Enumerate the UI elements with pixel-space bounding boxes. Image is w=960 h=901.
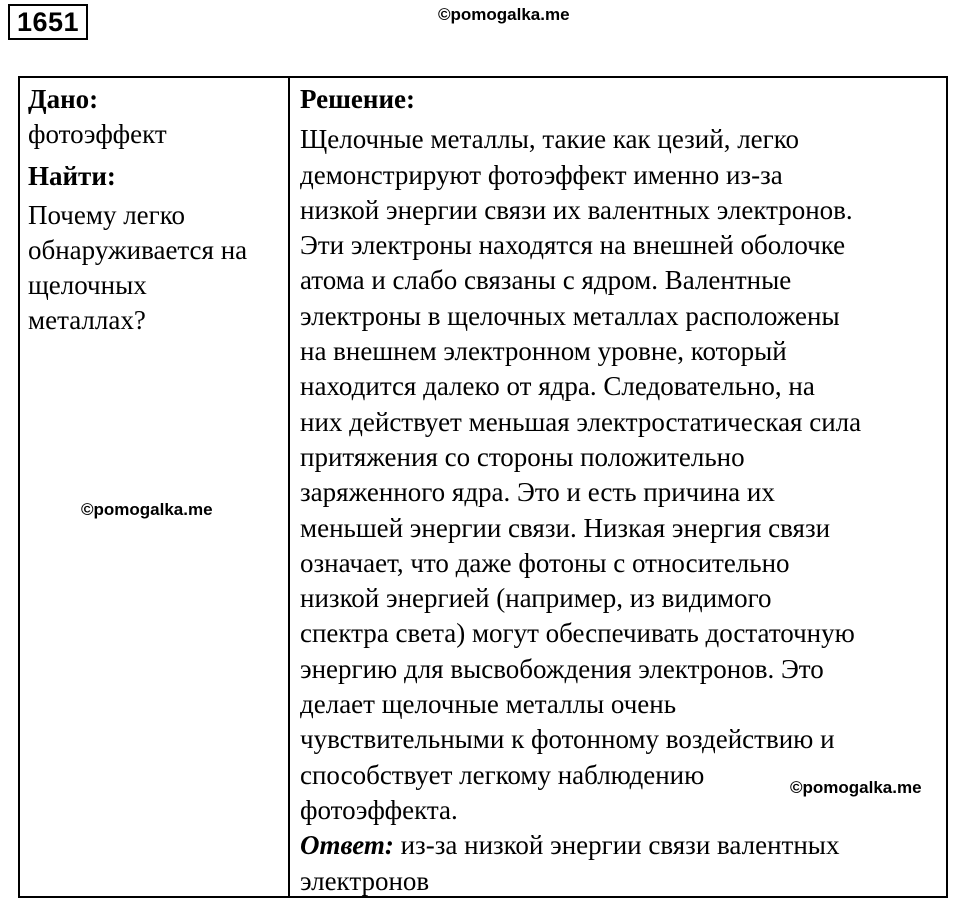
solution-line: электроны в щелочных металлах расположены bbox=[300, 300, 840, 331]
problem-number: 1651 bbox=[8, 4, 88, 40]
solution-line: меньшей энергии связи. Низкая энергия связи bbox=[300, 512, 831, 543]
solution-heading: Решение: bbox=[300, 84, 415, 114]
given-heading: Дано: bbox=[28, 84, 99, 114]
solution-line: притяжения со стороны положительно bbox=[300, 441, 745, 472]
solution-line: энергию для высвобождения электронов. Это bbox=[300, 653, 824, 684]
find-question-line: щелочных bbox=[28, 270, 147, 300]
solution-column bbox=[300, 82, 945, 899]
solution-table bbox=[18, 76, 948, 898]
solution-line: Эти электроны находятся на внешней оболочке bbox=[300, 230, 846, 261]
watermark-top: ©pomogalka.me bbox=[438, 5, 570, 24]
solution-line: спектра света) могут обеспечивать достаточную bbox=[300, 618, 855, 649]
solution-line: означает, что даже фотоны с относительно bbox=[300, 547, 790, 578]
find-question bbox=[28, 198, 282, 338]
answer-line bbox=[300, 828, 945, 863]
find-question-line: обнаруживается на bbox=[28, 235, 248, 265]
solution-line: находится далеко от ядра. Следовательно, на bbox=[300, 371, 815, 402]
solution-line: делает щелочные металлы очень bbox=[300, 689, 677, 720]
solution-line: фотоэффекта. bbox=[300, 794, 458, 825]
answer-line-continued: электронов bbox=[300, 865, 430, 896]
solution-line: заряженного ядра. Это и есть причина их bbox=[300, 477, 775, 508]
solution-line: Щелочные металлы, такие как цезий, легко bbox=[300, 124, 799, 155]
solution-line: атома и слабо связаны с ядром. Валентные bbox=[300, 265, 792, 296]
solution-line: низкой энергии связи их валентных электронов. bbox=[300, 194, 853, 225]
find-question-line: металлах? bbox=[28, 305, 146, 335]
watermark-right: ©pomogalka.me bbox=[790, 778, 922, 797]
answer-text: из-за низкой энергии связи валентных bbox=[400, 830, 840, 861]
find-question-line: Почему легко bbox=[28, 200, 185, 230]
given-column bbox=[28, 82, 282, 338]
solution-line: них действует меньшая электростатическая сила bbox=[300, 406, 862, 437]
watermark-left: ©pomogalka.me bbox=[81, 500, 213, 519]
find-heading: Найти: bbox=[28, 161, 116, 191]
solution-line: на внешнем электронном уровне, который bbox=[300, 336, 787, 367]
solution-line: чувствительными к фотонному воздействию и bbox=[300, 724, 835, 755]
solution-line: демонстрируют фотоэффект именно из-за bbox=[300, 159, 783, 190]
solution-line: низкой энергией (например, из видимого bbox=[300, 583, 772, 614]
given-value: фотоэффект bbox=[28, 119, 167, 149]
column-divider bbox=[288, 78, 290, 896]
answer-label: Ответ: bbox=[300, 830, 394, 861]
solution-line: способствует легкому наблюдению bbox=[300, 759, 705, 790]
